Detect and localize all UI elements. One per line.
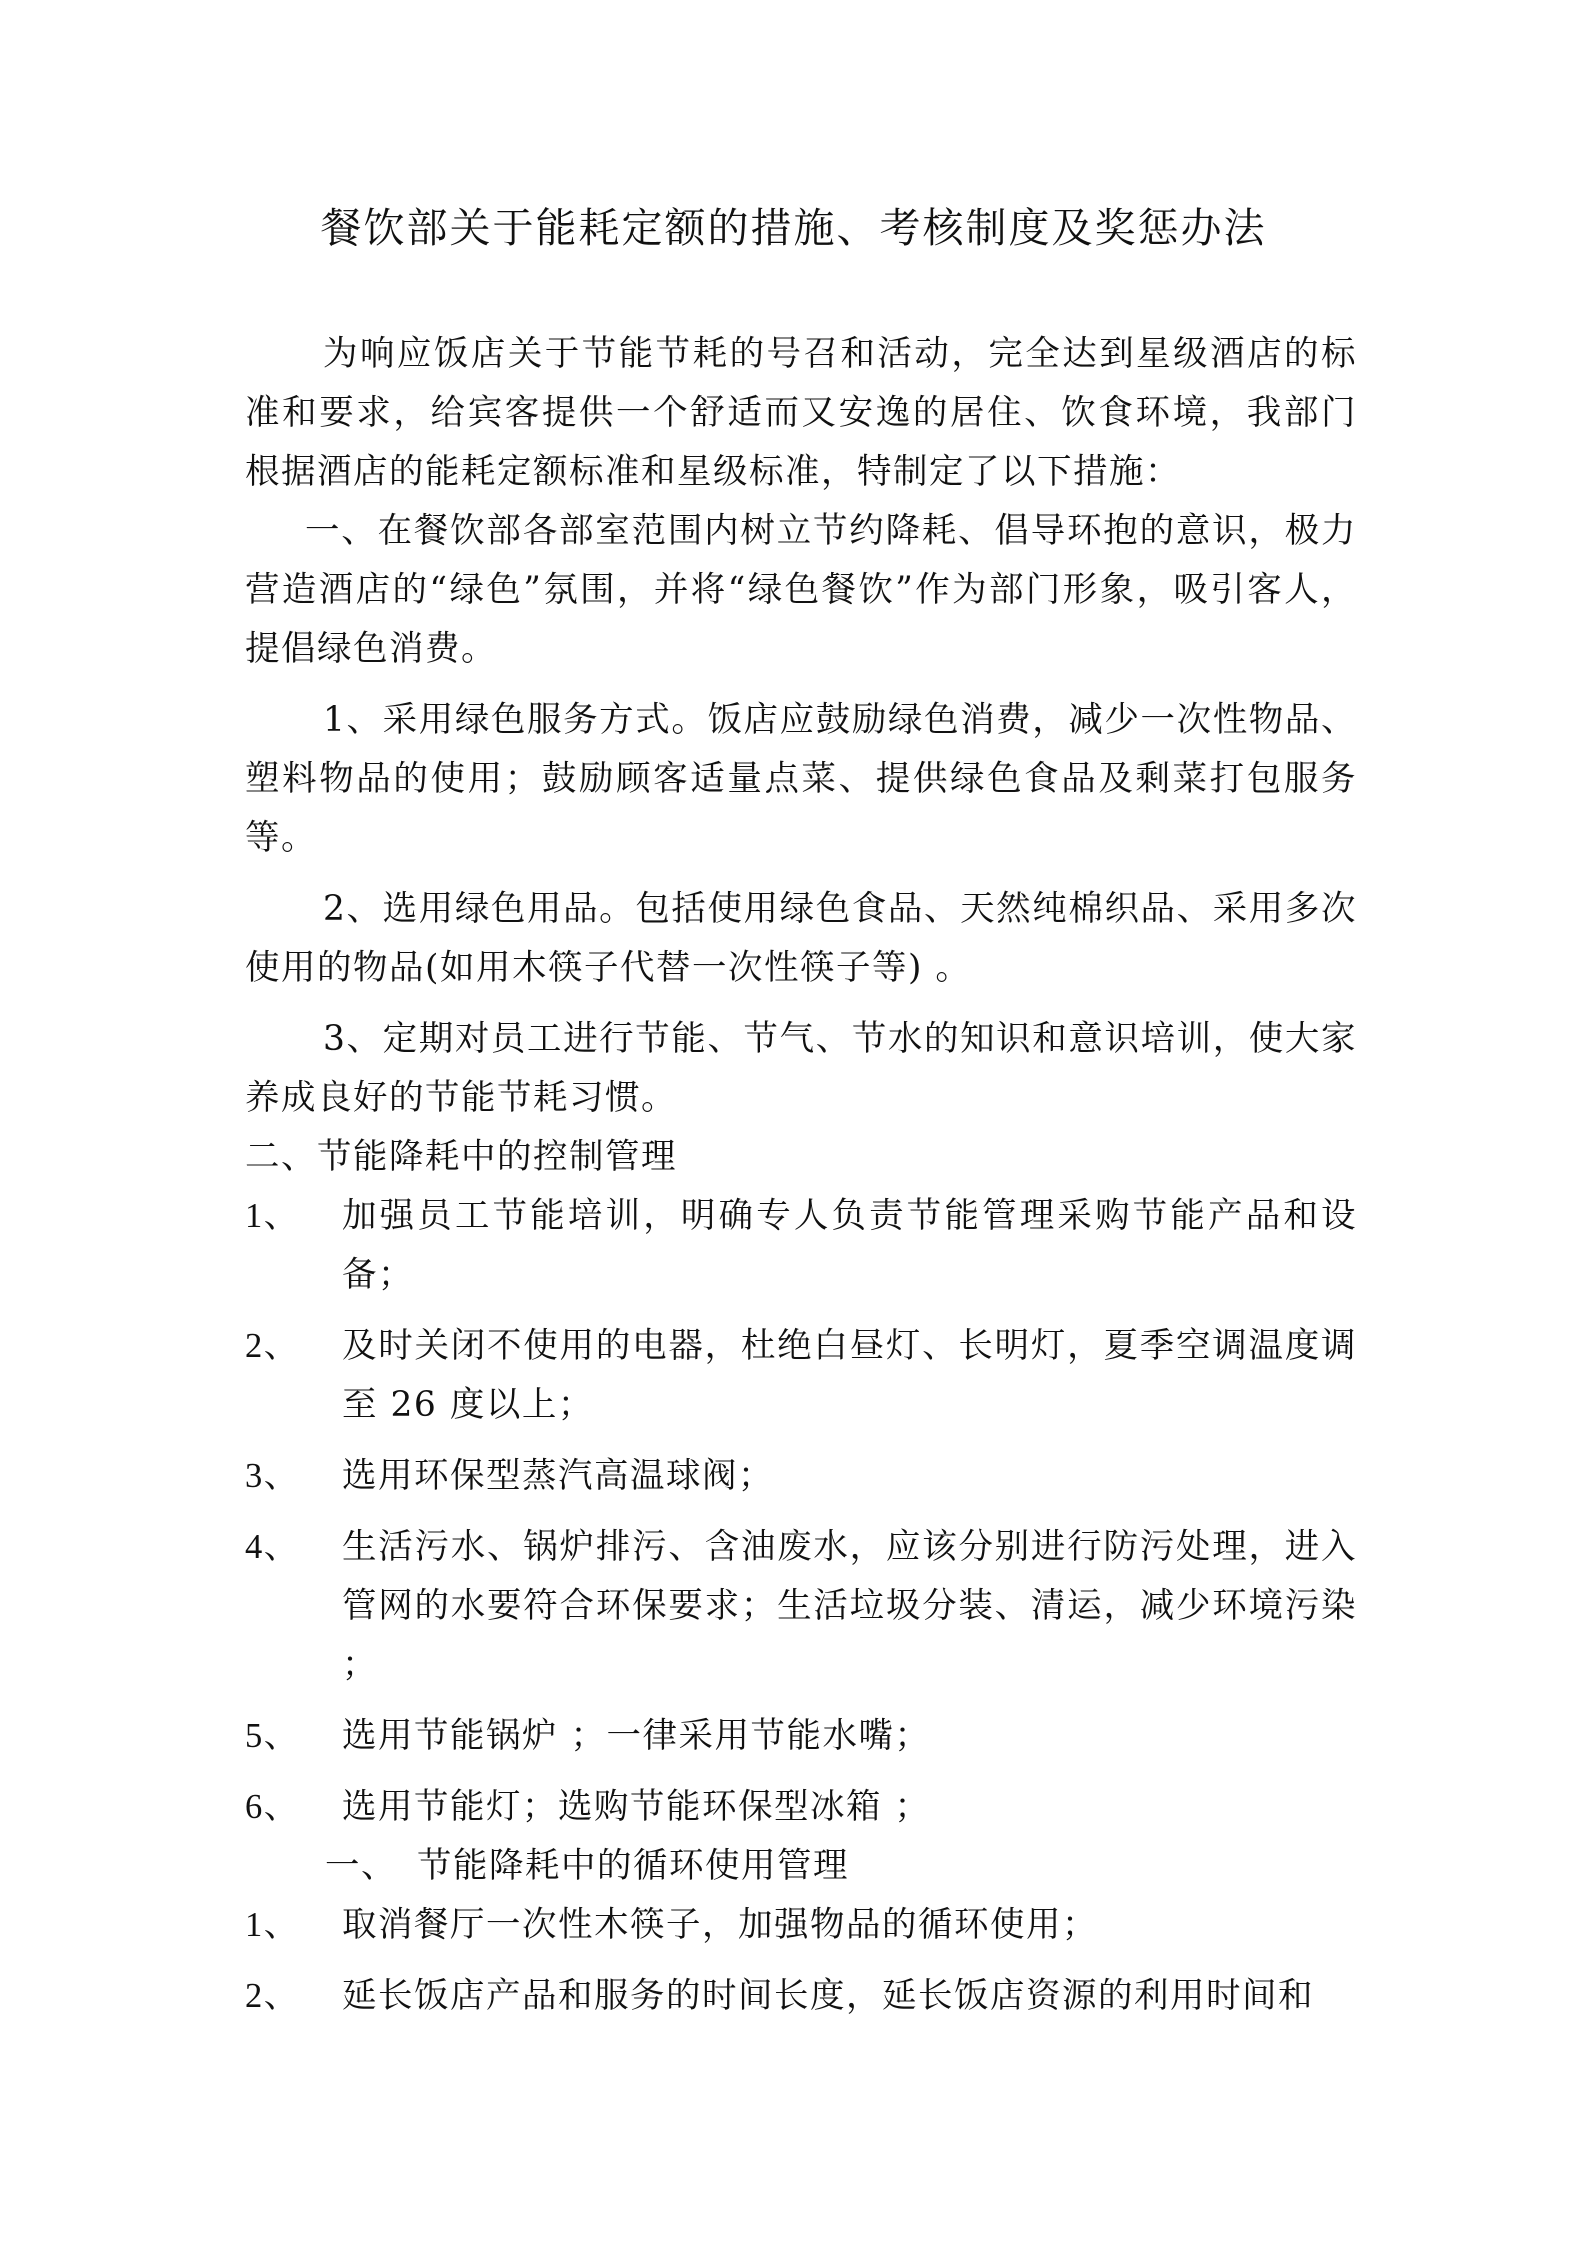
- item-text: 生活污水、锅炉排污、含油废水，应该分别进行防污处理，进入管网的水要符合环保要求；生活垃圾分装、清运，减少环境污染 ；: [342, 1527, 1357, 1685]
- section-1-item-1: 1、采用绿色服务方式。饭店应鼓励绿色消费，减少一次性物品、塑料物品的使用；鼓励顾客适量点菜、提供绿色食品及剩菜打包服务等。: [245, 700, 1357, 858]
- section-2-item: [245, 1707, 1357, 1766]
- item-number: 3、: [245, 1457, 300, 1495]
- item-number: 4、: [245, 1528, 300, 1566]
- intro-paragraph: 为响应饭店关于节能节耗的号召和活动，完全达到星级酒店的标准和要求，给宾客提供一个舒适而又安逸的居住、饮食环境，我部门根据酒店的能耗定额标准和星级标准，特制定了以下措施：: [245, 334, 1357, 492]
- section-2-item: [245, 1317, 1357, 1435]
- document-title: 餐饮部关于能耗定额的措施、考核制度及奖惩办法: [320, 204, 1267, 252]
- section-2-item: [245, 1447, 1357, 1506]
- item-number: 5、: [245, 1717, 300, 1755]
- section-1-item-3: 3、定期对员工进行节能、节气、节水的知识和意识培训，使大家养成良好的节能节耗习惯。: [245, 1019, 1357, 1118]
- item-text: 选用环保型蒸汽高温球阀；: [342, 1456, 774, 1496]
- item-text: 选用节能灯；选购节能环保型冰箱 ；: [342, 1787, 931, 1827]
- section-2-item: [245, 1518, 1357, 1695]
- item-number: 2、: [245, 1327, 300, 1365]
- item-text: 及时关闭不使用的电器，杜绝白昼灯、长明灯，夏季空调温度调至 26 度以上；: [342, 1326, 1357, 1425]
- section-2-item: [245, 1187, 1357, 1305]
- item-text: 取消餐厅一次性木筷子，加强物品的循环使用；: [342, 1905, 1098, 1945]
- section-2-heading: 二、节能降耗中的控制管理: [245, 1137, 677, 1177]
- section-3-number: 一、: [325, 1846, 397, 1886]
- item-number: 2、: [245, 1977, 300, 2015]
- section-2-item: [245, 1778, 1357, 1837]
- item-number: 1、: [245, 1906, 300, 1944]
- section-3-item: [245, 1896, 1357, 1955]
- item-text: 选用节能锅炉 ；一律采用节能水嘴；: [342, 1716, 931, 1756]
- item-text: 延长饭店产品和服务的时间长度，延长饭店资源的利用时间和: [342, 1976, 1314, 2016]
- item-number: 1、: [245, 1197, 300, 1235]
- item-text: 加强员工节能培训，明确专人负责节能管理采购节能产品和设备；: [342, 1196, 1357, 1295]
- section-3-heading: [245, 1837, 1357, 1896]
- section-3-heading-text: 节能降耗中的循环使用管理: [417, 1846, 849, 1886]
- section-1-item-2: 2、选用绿色用品。包括使用绿色食品、天然纯棉织品、采用多次使用的物品(如用木筷子代替一次性筷子等) 。: [245, 889, 1357, 988]
- document-body: [245, 325, 1357, 2026]
- section-3-item: [245, 1967, 1357, 2026]
- item-number: 6、: [245, 1788, 300, 1826]
- section-1-paragraph: 一、在餐饮部各部室范围内树立节约降耗、倡导环抱的意识，极力营造酒店的“绿色”氛围，并将“绿色餐饮”作为部门形象，吸引客人，提倡绿色消费。: [245, 511, 1357, 669]
